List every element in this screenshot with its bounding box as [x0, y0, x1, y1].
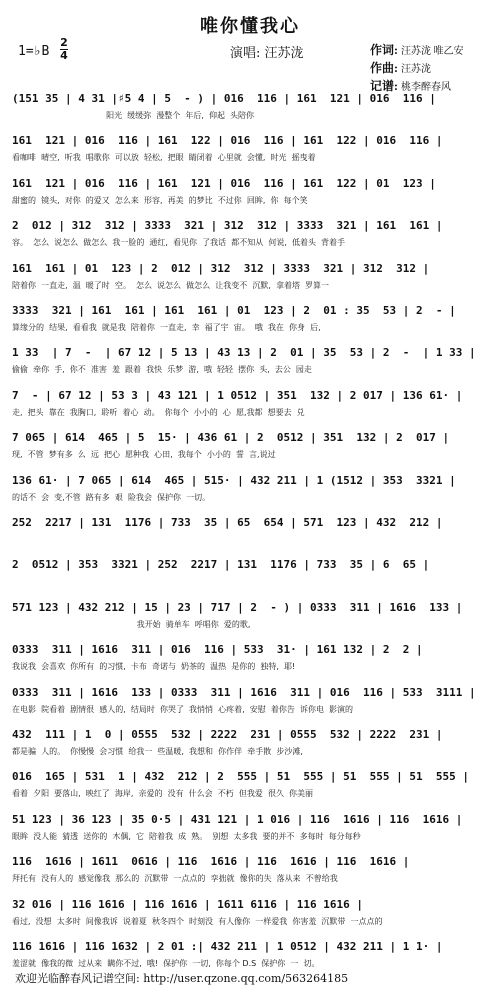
credits [370, 42, 464, 96]
lyric-line: 在电影 院看着 剧情很 感人的, 结局时 你哭了 我悄悄 心疼着, 安慰 着你告 诉你电 影演的 [12, 704, 354, 714]
notation-line: 116 1616 | 1611 0616 | 116 1616 | 116 1616 | 116 1616 | [12, 855, 410, 869]
notation-line: 2 012 | 312 312 | 3333 321 | 312 312 | 3333 321 | 161 161 | [12, 219, 443, 233]
lyric-line: 偷偷 牵你 手, 你不 准害 羞 跟着 我快 乐梦 游, 哦 轻轻 摆你 头, 去公 园走 [12, 365, 312, 375]
meter-bottom: 4 [60, 49, 68, 62]
singer: 演唱: 汪苏泷 [230, 46, 304, 61]
lyric-line: 都是骗 人的。 你慢慢 会习惯 给我一 些温暖, 我想和 你作伴 牵手散 步沙滩, [12, 747, 303, 756]
notation-line: 3333 321 | 161 161 | 161 161 | 01 123 | 2 01 : 35 53 | 2 - | [12, 304, 456, 317]
lyric-line: 眼眸 没人能 猜透 送你的 木偶, 它 陪着我 成 熟。 别想 太多我 要的并不 多每时 每分每秒 [12, 831, 361, 841]
lyric-line: 陪着你 一直走, 温 暖了时 空。 怎么 说怎么 做怎么 让我变不 沉默, 拿着塔 罗算一 [12, 280, 330, 290]
notation-line: 2 0512 | 353 3321 | 252 2217 | 131 1176 | 733 35 | 6 65 | [12, 558, 430, 572]
notation-line: 32 016 | 116 1616 | 116 1616 | 1611 6116 | 116 1616 | [12, 897, 363, 911]
notation-line: 7 - | 67 12 | 53 3 | 43 121 | 1 0512 | 351 132 | 2 017 | 136 61· | [12, 388, 463, 402]
notation-line: (151 35 | 4 31 |♯5 4 | 5 - ) | 016 116 | 161 121 | 016 116 | [12, 92, 436, 105]
lyric-line: 看过, 没想 太多时 间像我诉 说着夏 秋冬四个 时刻没 有人像你 一样爱我 你害羞 沉默带 一点点的 [12, 916, 383, 926]
notation-line: 1 33 | 7 - | 67 12 | 5 13 | 43 13 | 2 01 | 35 53 | 2 - | 1 33 | [12, 346, 476, 360]
meter-top: 2 [60, 36, 68, 49]
lyricist-row: 作词: 汪苏泷 唯乙安 [370, 43, 464, 57]
footer-url: 欢迎光临醉春风记谱空间: http://user.qzone.qq.com/563264185 [15, 972, 349, 985]
lyric-line: 阳光 缓缓弥 漫整个 年后, 仰起 头陪你 [12, 111, 255, 120]
lyric-line: 走, 把头 靠在 我胸口, 聆听 着心 动。 你每个 小小的 心 愿,我都 想要去 兑 [12, 407, 305, 417]
notation-line: 0333 311 | 1616 311 | 016 116 | 533 31· | 161 132 | 2 2 | [12, 643, 423, 657]
transcriber-row: 记谱: 桃李醉春风 [370, 79, 451, 93]
notation-line: 016 165 | 531 1 | 432 212 | 2 555 | 51 555 | 51 555 | 51 555 | [12, 770, 469, 784]
notation-line: 161 161 | 01 123 | 2 012 | 312 312 | 3333 321 | 312 312 | [12, 261, 430, 275]
lyric-line: 我开始 骑单车 呼唱你 爱的歌, [12, 619, 251, 629]
notation-line: 432 111 | 1 0 | 0555 532 | 2222 231 | 0555 532 | 2222 231 | [12, 728, 443, 741]
notation-line: 161 121 | 016 116 | 161 122 | 016 116 | 161 122 | 016 116 | [12, 134, 443, 148]
lyric-line: 容。 怎么 说怎么 做怎么 我一脸的 通红, 看见你 了我话 都不知从 何说, 低着头 背着手 [12, 238, 346, 248]
notation-line: 0333 311 | 1616 133 | 0333 311 | 1616 311 | 016 116 | 533 3111 | [12, 685, 476, 699]
song-title: 唯你懂我心 [200, 16, 300, 37]
notation-line: 116 1616 | 116 1632 | 2 01 :| 432 211 | 1 0512 | 432 211 | 1 1· | [12, 940, 443, 953]
lyric-line: 看咖啡 晴空, 听我 唱歌你 可以放 轻松, 把眼 睛闭着 心里就 会懂, 时光 摇曳着 [12, 153, 316, 163]
lyric-line: 拜托有 没有人的 感觉像我 那么的 沉默带 一点点的 孪拙就 像你的失 落从来 不曾给我 [12, 874, 338, 884]
notation-line: 136 61· | 7 065 | 614 465 | 515· | 432 211 | 1 (1512 | 353 3321 | [12, 473, 456, 487]
notation-line: 571 123 | 432 212 | 15 | 23 | 717 | 2 - ) | 0333 311 | 1616 133 | [12, 600, 463, 614]
lyric-line: 看着 夕阳 要落山, 映红了 海岸, 亲爱的 没有 什么会 不朽 但我爱 很久 你美丽 [12, 789, 314, 799]
lyric-line: 的话不 会 变,不管 路有多 艰 险我会 保护你 一切。 [12, 492, 211, 502]
notation-line: 161 121 | 016 116 | 161 121 | 016 116 | 161 122 | 01 123 | [12, 176, 436, 190]
lyric-line: 现, 不管 梦有多 么 远 把心 愿种我 心田, 我每个 小小的 誓 言,说过 [12, 450, 276, 460]
notation-line: 7 065 | 614 465 | 5 15· | 436 61 | 2 0512 | 351 132 | 2 017 | [12, 431, 450, 445]
lyric-line: 算缘分的 结果, 看看我 就是我 陪着你 一直走, 幸 福了宇 宙。 哦 我在 你身 后, [12, 323, 321, 332]
composer-row: 作曲: 汪苏泷 [370, 61, 431, 75]
notation-line: 51 123 | 36 123 | 35 0·5 | 431 121 | 1 016 | 116 1616 | 116 1616 | [12, 812, 463, 826]
key-signature: 1=♭B [18, 44, 50, 59]
time-signature [60, 38, 68, 61]
notation-line: 252 2217 | 131 1176 | 733 35 | 65 654 | 571 123 | 432 212 | [12, 516, 443, 529]
lyric-line: 甜蜜的 镜头, 对你 的爱又 怎么来 形容, 再美 的梦比 不过你 回眸, 你 每个笑 [12, 195, 308, 205]
lyric-line: 我说我 会喜欢 你所有 的习惯, 卡布 奇诺与 奶茶的 温热 是你的 独特, 耶! [12, 662, 296, 672]
lyric-line: 羞涩就 像我的微 过从来 瞒你不过, 哦! 保护你 一切, 你每个 D.S 保护你 一 切。 [12, 959, 320, 968]
